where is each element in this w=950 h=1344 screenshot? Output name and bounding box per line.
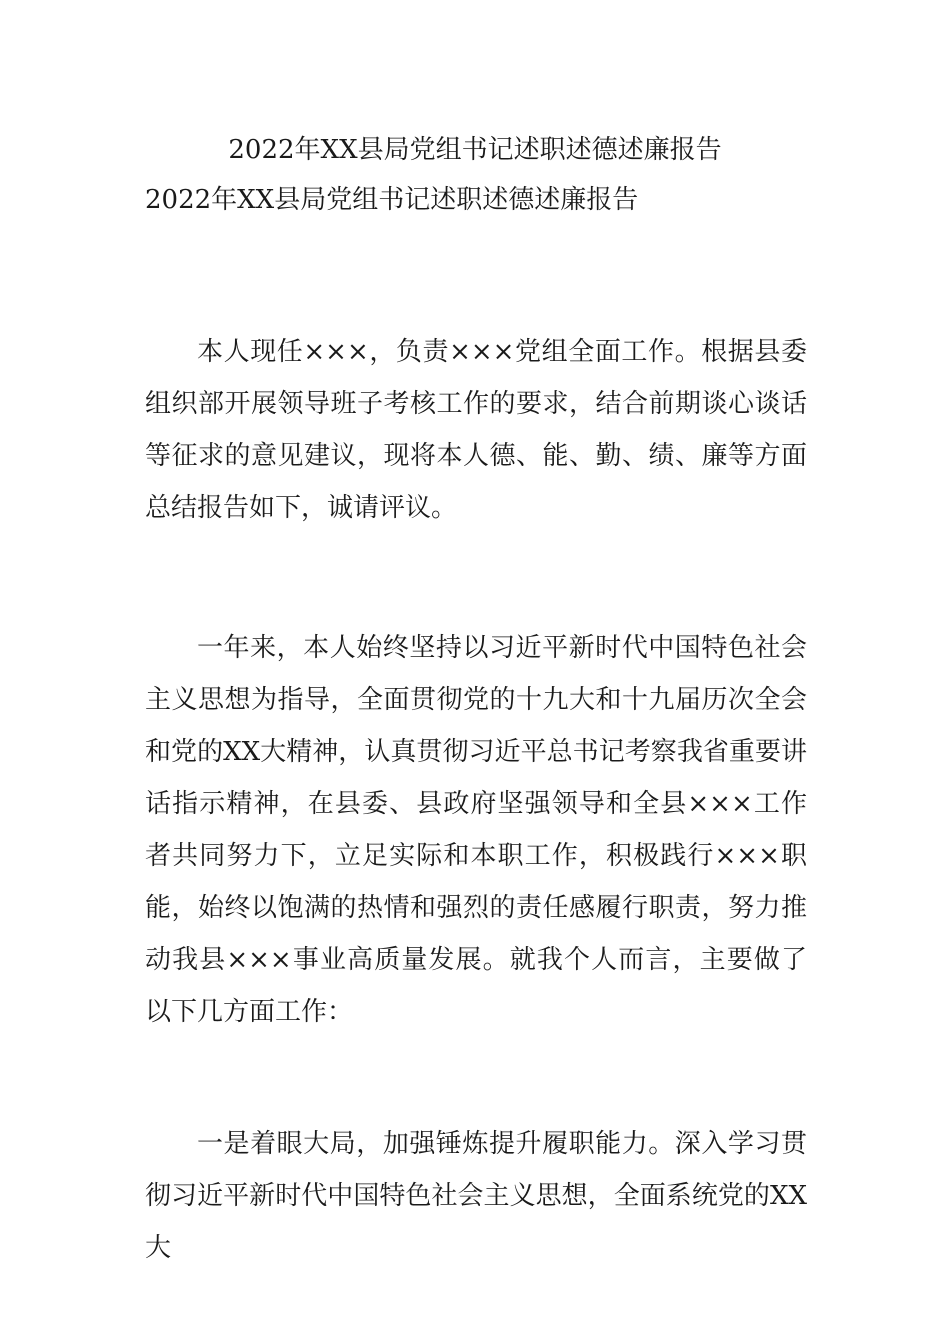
paragraph-overview: 一年来，本人始终坚持以习近平新时代中国特色社会主义思想为指导，全面贯彻党的十九大和十九届历次全会和党的XX大精神，认真贯彻习近平总书记考察我省重要讲话指示精神，在县委、县政府坚强领导和全县×××工作者共同努力下，立足实际和本职工作，积极践行×××职能，始终以饱满的热情和强烈的责任感履行职责，努力推动我县×××事业高质量发展。就我个人而言，主要做了以下几方面工作：	[145, 633, 807, 1027]
document-title: 2022年XX县局党组书记述职述德述廉报告	[228, 135, 722, 165]
paragraph-point-one: 一是着眼大局，加强锤炼提升履职能力。深入学习贯彻习近平新时代中国特色社会主义思想，全面系统党的XX大	[145, 1129, 807, 1263]
document-title-repeat: 2022年XX县局党组书记述职述德述廉报告	[145, 185, 639, 215]
paragraph-intro: 本人现任×××，负责×××党组全面工作。根据县委组织部开展领导班子考核工作的要求，结合前期谈心谈话等征求的意见建议，现将本人德、能、勤、绩、廉等方面总结报告如下，诚请评议。	[145, 337, 807, 523]
